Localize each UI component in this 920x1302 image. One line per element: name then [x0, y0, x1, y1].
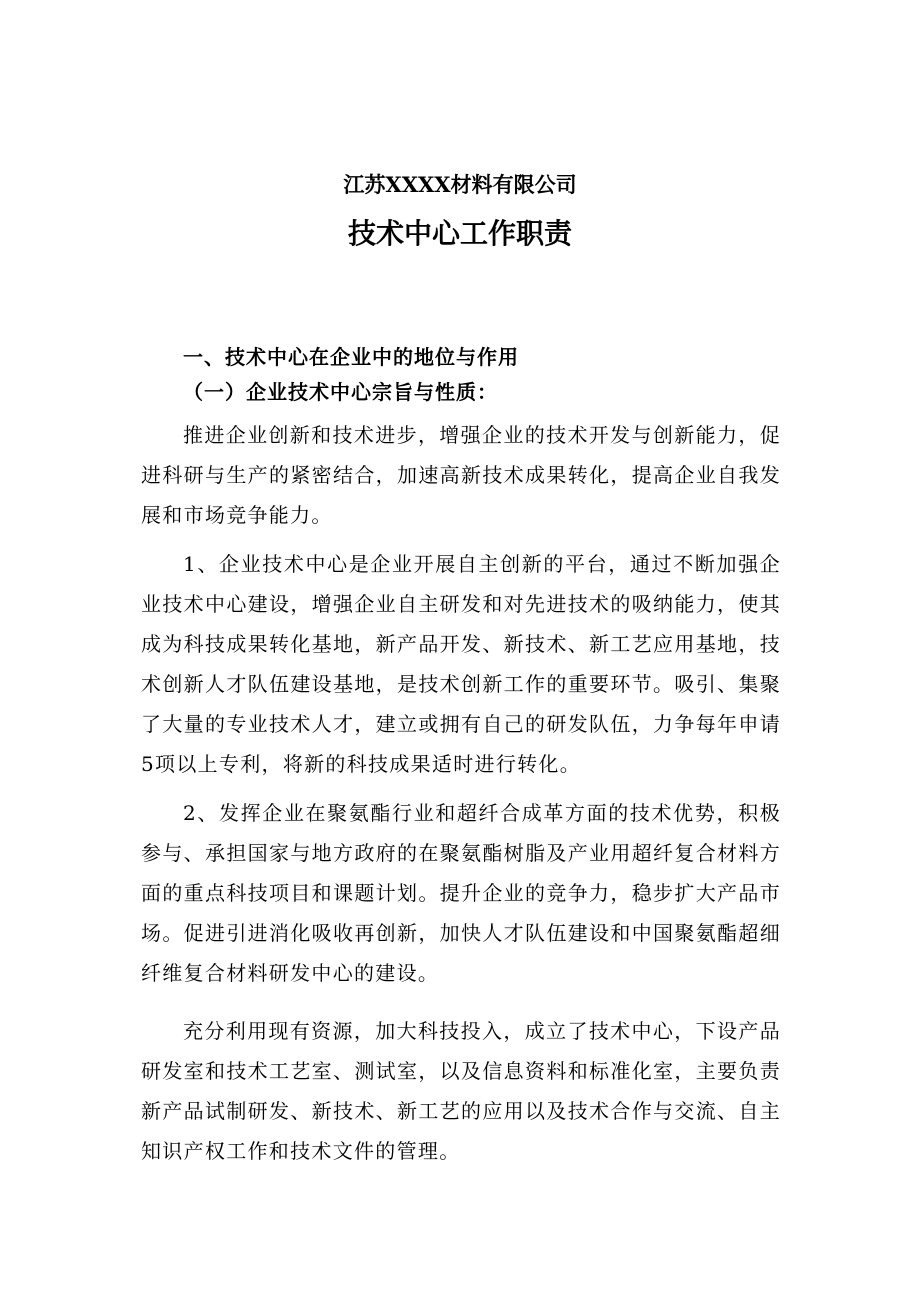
section-subheading: （一）企业技术中心宗旨与性质：: [183, 380, 498, 404]
document-title: 技术中心工作职责: [347, 217, 572, 250]
body-paragraph-resources: 充分利用现有资源，加大科技投入，成立了技术中心，下设产品研发室和技术工艺室、测试室，以及信息资料和标准化室，主要负责新产品试制研发、新技术、新工艺的应用以及技术合作与交流、自主知识产权工作和技术文件的管理。: [141, 1019, 781, 1163]
company-name: 江苏XXXX材料有限公司: [343, 172, 577, 197]
body-paragraph-item-1: 1、企业技术中心是企业开展自主创新的平台，通过不断加强企业技术中心建设，增强企业自主研发和对先进技术的吸纳能力，使其成为科技成果转化基地，新产品开发、新技术、新工艺应用基地，技术创新人才队伍建设基地，是技术创新工作的重要环节。吸引、集聚了大量的专业技术人才，建立或拥有自己的研发队伍，力争每年申请5项以上专利，将新的科技成果适时进行转化。: [141, 552, 781, 776]
section-heading: 一、技术中心在企业中的地位与作用: [183, 345, 519, 369]
body-paragraph-purpose: 推进企业创新和技术进步，增强企业的技术开发与创新能力，促进科研与生产的紧密结合，加速高新技术成果转化，提高企业自我发展和市场竞争能力。: [141, 423, 781, 527]
document-body: [141, 340, 781, 1171]
body-paragraph-item-2: 2、发挥企业在聚氨酯行业和超纤合成革方面的技术优势，积极参与、承担国家与地方政府的在聚氨酯树脂及产业用超纤复合材料方面的重点科技项目和课题计划。提升企业的竞争力，稳步扩大产品市场。促进引进消化吸收再创新，加快人才队伍建设和中国聚氨酯超细纤维复合材料研发中心的建设。: [141, 801, 781, 985]
